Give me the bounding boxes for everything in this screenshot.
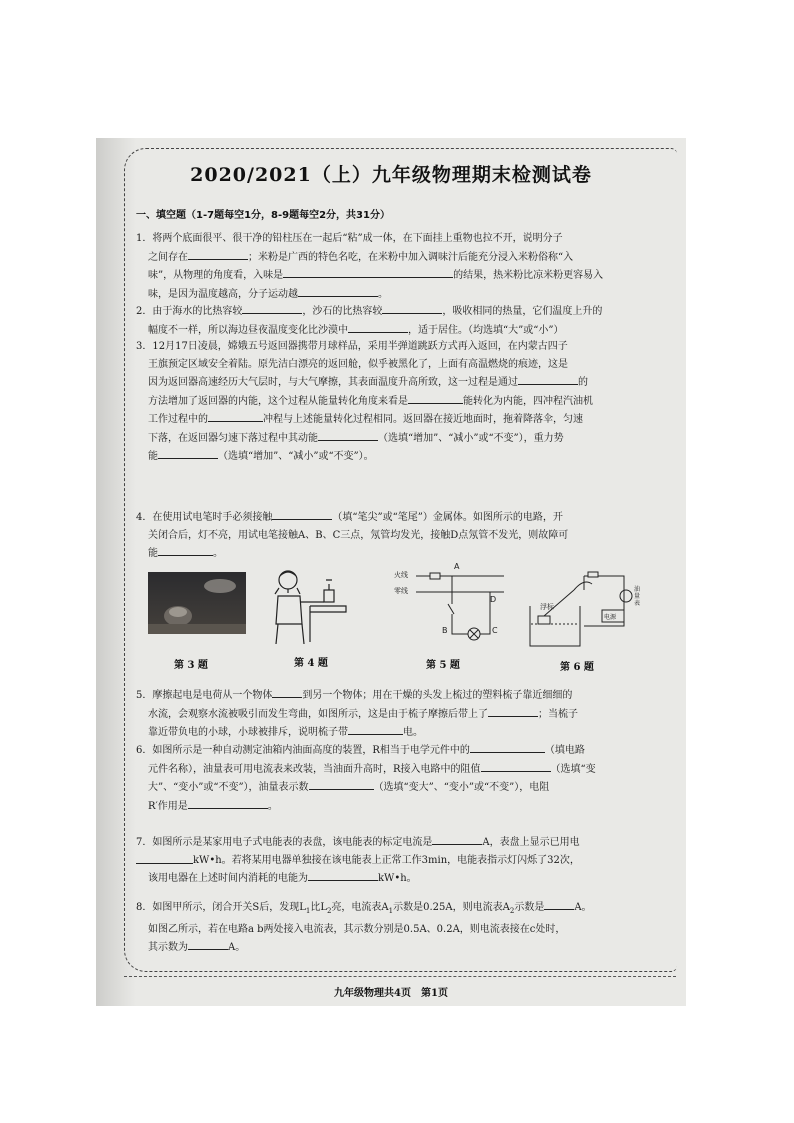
answer-blank[interactable] bbox=[242, 302, 302, 314]
oil-gauge-diagram bbox=[522, 566, 642, 654]
figure-4-caption: 第 4 题 bbox=[294, 658, 328, 669]
answer-blank[interactable] bbox=[272, 508, 332, 520]
oil-meter-label: 油量表 bbox=[634, 586, 641, 607]
answer-blank[interactable] bbox=[208, 410, 263, 422]
point-b: B bbox=[442, 626, 448, 635]
figure-5-caption: 第 5 题 bbox=[426, 660, 460, 671]
answer-blank[interactable] bbox=[544, 898, 574, 910]
neutral-wire-label: 零线 bbox=[394, 587, 408, 595]
answer-blank[interactable] bbox=[298, 285, 378, 297]
answer-blank[interactable] bbox=[348, 723, 403, 735]
question-3: 3．12月17日凌晨，嫦娥五号返回器携带月球样品，采用半弹道跳跃方式再入返回，在内蒙古四子 王旗预定区域安全着陆。原先洁白漂亮的返回舱，似乎被黑化了，上面有高温燃烧的痕迹，这是 因为返回器高速经历大气层时，与大气摩擦，其表面温度升高所致，这一过程是通过 的 方法增加了返回器的内能，这个过程从能量转化角度来看是 能转化为内能，四冲程汽油机 工作过程中的 冲程与上述能量转化过程相同。返回器在接近地面时，拖着降落伞，匀速 下落，在返回器匀速下落过程中其动能 （选填“增加”、“减小”或“不变”），重力势 能 （选填“增加”、“减小”或“不变”）。 bbox=[136, 341, 593, 462]
circuit-diagram bbox=[394, 562, 504, 648]
answer-blank[interactable] bbox=[481, 760, 551, 772]
page-footer: 九年级物理共4页 第1页 bbox=[334, 988, 448, 999]
question-4: 4．在使用试电笔时手必须接触 （填“笔尖”或“笔尾”）金属体。如图所示的电路，开 关闭合后，灯不亮，用试电笔接触A、B、C三点，氖管均发光，接触D点氖管不发光，则故障可 能 。 bbox=[136, 508, 666, 563]
answer-blank[interactable] bbox=[272, 686, 302, 698]
answer-blank[interactable] bbox=[308, 869, 378, 881]
answer-blank[interactable] bbox=[318, 429, 378, 441]
power-label: 电源 bbox=[604, 614, 617, 621]
answer-blank[interactable] bbox=[188, 248, 248, 260]
question-5: 5．摩擦起电是电荷从一个物体 到另一个物体；用在干燥的头发上梳过的塑料梳子靠近细细的 水流，会观察水流被吸引而发生弯曲，如图所示，这是由于梳子摩擦后带上了 ；当梳子 靠近带负电的小球，小球被排斥，说明梳子带 电。 bbox=[136, 686, 666, 742]
answer-blank[interactable] bbox=[432, 833, 482, 845]
answer-blank[interactable] bbox=[158, 447, 218, 459]
live-wire-label: 火线 bbox=[394, 571, 408, 579]
point-c: C bbox=[492, 626, 498, 635]
figure-6-caption: 第 6 题 bbox=[560, 662, 594, 673]
figure-row bbox=[136, 562, 676, 686]
section-heading: 一、填空题（1-7题每空1分，8-9题每空2分，共31分） bbox=[136, 210, 390, 221]
question-6: 6．如图所示是一种自动测定油箱内油面高度的装置，R相当于电学元件中的 （填电路 元件名称），油量表可用电流表来改装，当油面升高时，R接入电路中的阻值 （选填“变 大”、“变小”或“不变”），油量表示数 （选填“变大”、“变小”或“不变”），电阻 R′作用是 。 bbox=[136, 741, 666, 815]
answer-blank[interactable] bbox=[382, 302, 442, 314]
answer-blank[interactable] bbox=[136, 852, 193, 864]
point-d: D bbox=[490, 595, 497, 604]
point-a: A bbox=[454, 562, 460, 571]
girl-test-pen-drawing bbox=[266, 566, 361, 648]
answer-blank[interactable] bbox=[518, 373, 578, 385]
footer-divider bbox=[124, 976, 676, 977]
figure-3-caption: 第 3 题 bbox=[174, 660, 208, 671]
answer-blank[interactable] bbox=[188, 797, 268, 809]
question-1: 1．将两个底面很平、很干净的铅柱压在一起后“粘”成一体，在下面挂上重物也拉不开，说明分子 之间存在 ；米粉是广西的特色名吃，在米粉中加入调味汁后能充分浸入米粉俗称“入 味”，从物理的角度看，入味是 的结果，热米粉比凉米粉更容易入 味，是因为温度越高，分子运动越 。 bbox=[136, 233, 604, 300]
answer-blank[interactable] bbox=[309, 778, 374, 790]
answer-blank[interactable] bbox=[488, 705, 538, 717]
answer-blank[interactable] bbox=[470, 741, 545, 753]
answer-blank[interactable] bbox=[408, 392, 463, 404]
float-label: 浮标 bbox=[540, 603, 554, 611]
capsule-photo bbox=[148, 572, 246, 634]
question-7: 7．如图所示是某家用电子式电能表的表盘，该电能表的标定电流是 A，表盘上显示已用电 kW•h。若将某用电器单独接在该电能表上正常工作3min，电能表指示灯闪烁了32次， 该用电器在上述时间内消耗的电能为 kW•h。 bbox=[136, 833, 666, 888]
answer-blank[interactable] bbox=[283, 266, 453, 278]
question-8: 8．如图甲所示，闭合开关S后，发现$L_1$比$L_2$亮，电流表$A_1$示数是0.25A，则电流表$A_2$示数是 A。 如图乙所示，若在电路a b两处接入电流表，其示数分别是0.5A、0.2A，则电流表接在c处时， 其示数为 A。 bbox=[136, 898, 666, 957]
exam-paper bbox=[96, 138, 686, 1006]
answer-blank[interactable] bbox=[348, 321, 408, 333]
answer-blank[interactable] bbox=[188, 938, 228, 950]
exam-title: 2020/2021（上）九年级物理期末检测试卷 bbox=[190, 164, 592, 186]
question-2: 2．由于海水的比热容较 ，沙石的比热容较 ，吸收相同的热量，它们温度上升的 幅度不一样，所以海边昼夜温度变化比沙漠中 ，适于居住。（均选填“大”或“小”） bbox=[136, 302, 666, 339]
answer-blank[interactable] bbox=[158, 544, 213, 556]
